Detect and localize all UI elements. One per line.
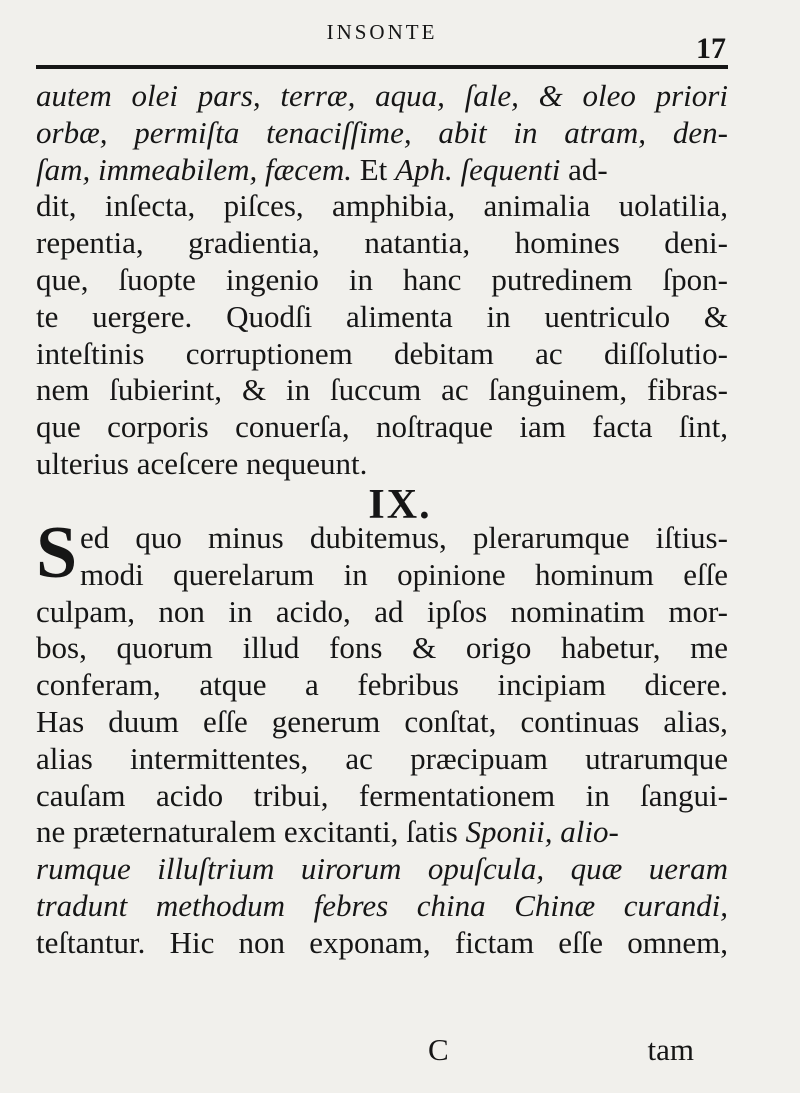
text-line — [36, 409, 728, 446]
word: teſtantur. — [36, 924, 146, 960]
page-footer — [36, 1032, 728, 1072]
word: tenaciſſime, — [266, 114, 412, 150]
text-line — [36, 778, 728, 815]
word: conferam, — [36, 667, 161, 703]
word: opuſcula, — [427, 851, 545, 887]
word: opinione — [397, 556, 506, 592]
word: ac — [535, 335, 563, 371]
paragraph-2 — [36, 512, 728, 962]
word: gradientia, — [188, 225, 320, 261]
word: in — [486, 298, 511, 334]
text-line — [36, 372, 728, 409]
word: uentriculo — [544, 298, 671, 334]
text-line — [36, 851, 728, 888]
text-line — [36, 225, 728, 262]
text-span: Sponii, alio- — [465, 814, 619, 850]
word: præcipuam — [410, 740, 548, 776]
word: ueram — [648, 851, 728, 887]
word: priori — [655, 78, 728, 113]
word: in — [585, 777, 610, 813]
word: & — [412, 630, 437, 666]
word: acido — [155, 777, 224, 813]
word: intermittentes, — [130, 740, 309, 776]
text-line — [36, 704, 728, 741]
text-line — [36, 888, 728, 925]
word: diſſolutio- — [603, 335, 728, 371]
word: uolatilia, — [618, 188, 728, 224]
word: uirorum — [300, 851, 402, 887]
text-span-group — [36, 814, 619, 851]
word: deni- — [664, 225, 728, 261]
text-line — [36, 741, 728, 778]
word: & — [703, 298, 728, 334]
word: minus — [207, 520, 284, 555]
text-line — [36, 520, 728, 557]
word: mor- — [668, 593, 728, 629]
word: a — [305, 667, 319, 703]
word: nem — [36, 372, 90, 408]
text-span: Et — [351, 151, 396, 187]
word: curandi, — [623, 887, 728, 923]
text-span: Aph. ſequenti — [395, 151, 561, 187]
word: conuerſa, — [235, 409, 350, 445]
word: ſuccum — [329, 372, 422, 408]
word: corporis — [107, 409, 209, 445]
word: animalia — [483, 188, 591, 224]
word: acido, — [275, 593, 351, 629]
word: Has — [36, 703, 85, 739]
text-line — [36, 188, 728, 225]
text-line — [36, 630, 728, 667]
word: autem — [36, 78, 112, 113]
signature-mark: C — [428, 1032, 449, 1067]
word: plerarumque — [472, 520, 630, 555]
word: ad — [374, 593, 404, 629]
word: tradunt — [36, 887, 128, 923]
word: facta — [592, 409, 653, 445]
word: dicere. — [644, 667, 728, 703]
word: fermentationem — [358, 777, 556, 813]
word: in — [343, 556, 368, 592]
word: non — [158, 593, 205, 629]
word: Chinæ — [514, 887, 596, 923]
word: oleo — [582, 78, 636, 113]
page-number: 17 — [696, 32, 726, 65]
word: illuſtrium — [157, 851, 275, 887]
word: querelarum — [173, 556, 315, 592]
header-rule — [36, 65, 728, 69]
text-line — [36, 925, 728, 962]
text-line — [36, 78, 728, 115]
word: ac — [441, 372, 469, 408]
word: hanc — [402, 261, 462, 297]
catchword: tam — [647, 1032, 694, 1067]
word: aqua, — [375, 78, 445, 113]
word: fibras- — [647, 372, 728, 408]
word: eſſe — [558, 924, 604, 960]
word: pars, — [197, 78, 261, 113]
word: alias, — [663, 703, 728, 739]
word: natantia, — [364, 225, 471, 261]
word: & — [241, 372, 267, 408]
word: rumque — [36, 851, 131, 887]
word: ſubierint, — [109, 372, 223, 408]
text-line — [36, 446, 728, 483]
text-line — [36, 299, 728, 336]
word: in — [228, 593, 253, 629]
word: methodum — [155, 887, 286, 923]
word: quo — [135, 520, 182, 555]
word: uergere. — [92, 298, 193, 334]
word: te — [36, 298, 59, 334]
word: eſſe — [202, 703, 248, 739]
page-header — [36, 20, 728, 76]
word: non — [238, 924, 286, 960]
word: conſtat, — [404, 703, 497, 739]
word: utrarumque — [585, 740, 728, 776]
word: inſecta, — [104, 188, 196, 224]
text-line — [36, 115, 728, 152]
word: orbæ, — [36, 114, 108, 150]
word: Hic — [169, 924, 215, 960]
word: olei — [131, 78, 179, 113]
word: que, — [36, 261, 89, 297]
word: iam — [519, 409, 566, 445]
text-span: ne præternaturalem excitanti, ſatis — [36, 814, 466, 850]
word: amphibia, — [332, 188, 456, 224]
word: fons — [329, 630, 383, 666]
running-head: INSONTE — [326, 20, 438, 44]
word: hominum — [535, 556, 654, 592]
paragraph-1 — [36, 78, 728, 483]
word: in — [348, 261, 373, 297]
word: fictam — [454, 924, 535, 960]
word: dubitemus, — [309, 520, 447, 555]
word: cauſam — [36, 777, 126, 813]
word: omnem, — [627, 924, 728, 960]
word: den- — [672, 114, 728, 150]
word: Quodſi — [226, 298, 313, 334]
word: generum — [271, 703, 381, 739]
word: in — [513, 114, 538, 150]
word: ed — [80, 520, 110, 555]
word: ſangui- — [640, 777, 728, 813]
word: quorum — [116, 630, 213, 666]
word: ſint, — [678, 409, 728, 445]
section-number: IX. — [368, 482, 432, 528]
word: que — [36, 409, 81, 445]
text-line — [36, 336, 728, 373]
word: abit — [438, 114, 487, 150]
word: inteſtinis — [36, 335, 145, 371]
word: febres — [313, 887, 389, 923]
word: habetur, — [561, 630, 661, 666]
word: homines — [514, 225, 620, 261]
text-span: ad- — [560, 151, 608, 187]
word: continuas — [520, 703, 640, 739]
word: ingenio — [225, 261, 319, 297]
word: exponam, — [309, 924, 431, 960]
text-span: ulterius aceſcere nequeunt. — [36, 445, 368, 481]
word: culpam, — [36, 593, 135, 629]
word: ipſos — [426, 593, 488, 629]
text-line — [36, 557, 728, 594]
word: eſſe — [683, 556, 728, 592]
word: origo — [465, 630, 532, 666]
text-line — [36, 667, 728, 704]
word: atque — [199, 667, 267, 703]
word: alias — [36, 740, 93, 776]
word: & — [538, 78, 563, 113]
word: tribui, — [253, 777, 329, 813]
word: permiſta — [134, 114, 240, 150]
word: me — [690, 630, 728, 666]
word: ſuopte — [118, 261, 196, 297]
text-line — [36, 262, 728, 299]
text-span-group — [36, 152, 608, 189]
word: terræ, — [280, 78, 356, 113]
text-line — [36, 152, 728, 189]
drop-cap: S — [36, 512, 78, 594]
word: incipiam — [497, 667, 606, 703]
word: noſtraque — [375, 409, 494, 445]
text-line — [36, 814, 728, 851]
word: china — [416, 887, 486, 923]
word: bos, — [36, 630, 87, 666]
text-line — [36, 594, 728, 631]
text-span: ſam, immeabilem, fæcem. — [36, 151, 352, 187]
word: ſanguinem, — [488, 372, 628, 408]
word: nominatim — [510, 593, 645, 629]
word: alimenta — [345, 298, 453, 334]
word: illud — [242, 630, 300, 666]
word: modi — [80, 556, 144, 592]
word: ac — [345, 740, 373, 776]
word: corruptionem — [185, 335, 353, 371]
word: atram, — [564, 114, 647, 150]
word: putredinem — [491, 261, 633, 297]
word: repentia, — [36, 225, 144, 261]
word: in — [285, 372, 311, 408]
word: febribus — [357, 667, 459, 703]
word: ſpon- — [662, 261, 728, 297]
word: iſtius- — [655, 520, 728, 555]
word: debitam — [394, 335, 494, 371]
word: piſces, — [223, 188, 304, 224]
word: ſale, — [464, 78, 519, 113]
word: quæ — [570, 851, 623, 887]
word: dit, — [36, 188, 77, 224]
word: duum — [108, 703, 179, 739]
